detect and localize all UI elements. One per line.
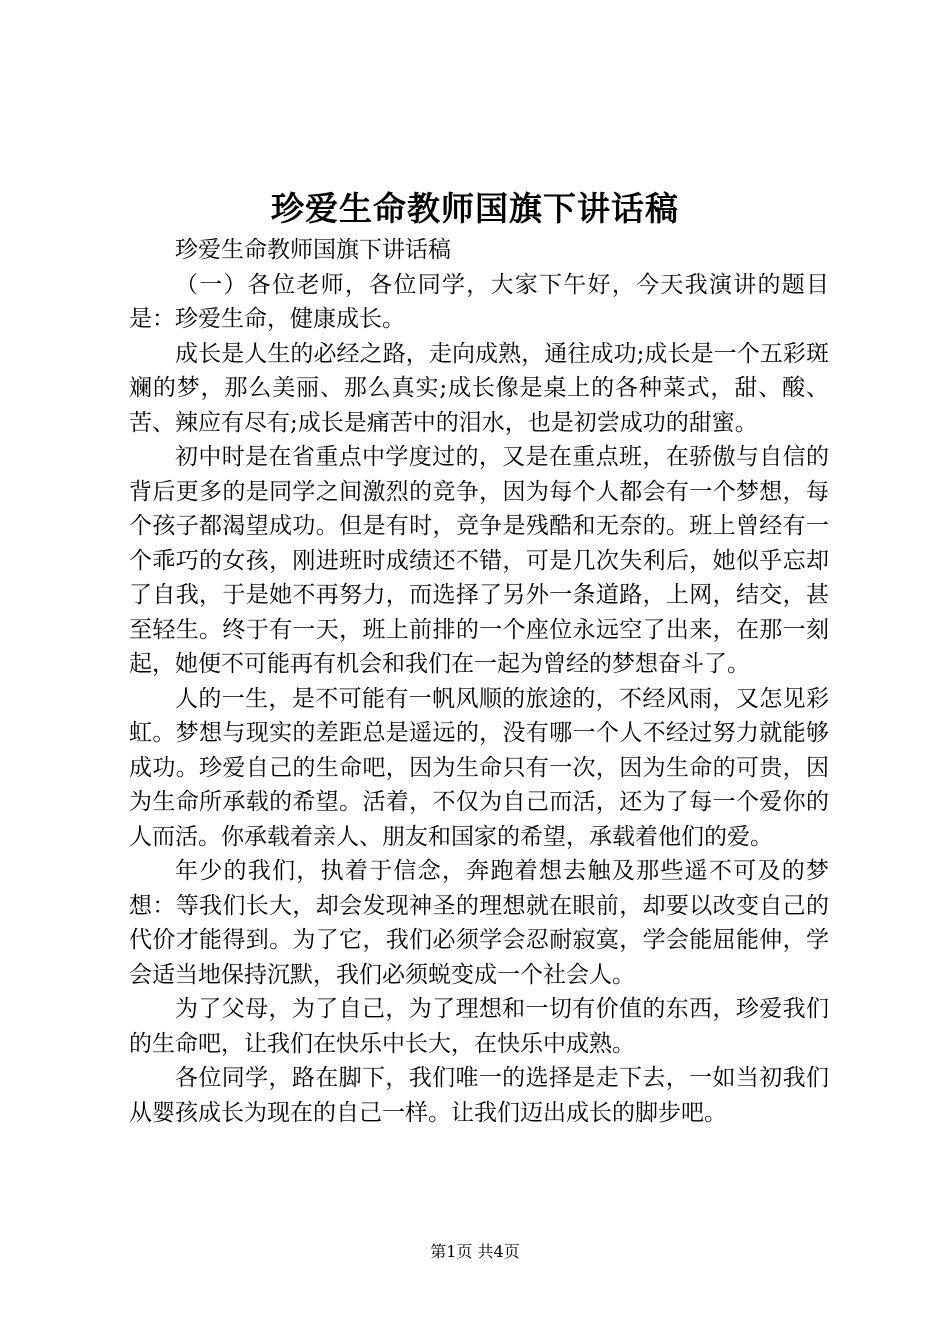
- paragraph-6: 年少的我们，执着于信念，奔跑着想去触及那些遥不可及的梦想：等我们长大，却会发现神圣的理想就在眼前，却要以改变自己的代价才能得到。为了它，我们必须学会忍耐寂寞，学会能屈能伸，学会适当地保持沉默，我们必须蜕变成一个社会人。: [129, 858, 829, 988]
- paragraph-5: 人的一生，是不可能有一帆风顺的旅途的，不经风雨，又怎见彩虹。梦想与现实的差距总是遥远的，没有哪一个人不经过努力就能够成功。珍爱自己的生命吧，因为生命只有一次，因为生命的可贵，因为生命所承载的希望。活着，不仅为自己而活，还为了每一个爱你的人而活。你承载着亲人、朋友和国家的希望，承载着他们的爱。: [129, 685, 829, 850]
- page-footer: [0, 1240, 950, 1264]
- paragraph-3: 成长是人生的必经之路，走向成熟，通往成功;成长是一个五彩斑斓的梦，那么美丽、那么真实;成长像是桌上的各种菜式，甜、酸、苦、辣应有尽有;成长是痛苦中的泪水，也是初尝成功的甜蜜。: [129, 340, 829, 436]
- document-title: 珍爱生命教师国旗下讲话稿: [271, 189, 679, 228]
- page-number: 第1页 共4页: [430, 1242, 520, 1261]
- paragraph-4: 初中时是在省重点中学度过的，又是在重点班，在骄傲与自信的背后更多的是同学之间激烈的竞争，因为每个人都会有一个梦想，每个孩子都渴望成功。但是有时，竞争是残酷和无奈的。班上曾经有一个乖巧的女孩，刚进班时成绩还不错，可是几次失利后，她似乎忘却了自我，于是她不再努力，而选择了另外一条道路，上网，结交，甚至轻生。终于有一天，班上前排的一个座位永远空了出来，在那一刻起，她便不可能再有机会和我们在一起为曾经的梦想奋斗了。: [129, 444, 829, 677]
- paragraph-8: 各位同学，路在脚下，我们唯一的选择是走下去，一如当初我们从婴孩成长为现在的自己一样。让我们迈出成长的脚步吧。: [129, 1065, 829, 1126]
- document-body: [129, 233, 829, 1130]
- paragraph-2: （一）各位老师，各位同学，大家下午好，今天我演讲的题目是：珍爱生命，健康成长。: [129, 271, 829, 332]
- paragraph-7: 为了父母，为了自己，为了理想和一切有价值的东西，珍爱我们的生命吧，让我们在快乐中长大，在快乐中成熟。: [129, 996, 829, 1057]
- paragraph-1: 珍爱生命教师国旗下讲话稿: [175, 237, 451, 263]
